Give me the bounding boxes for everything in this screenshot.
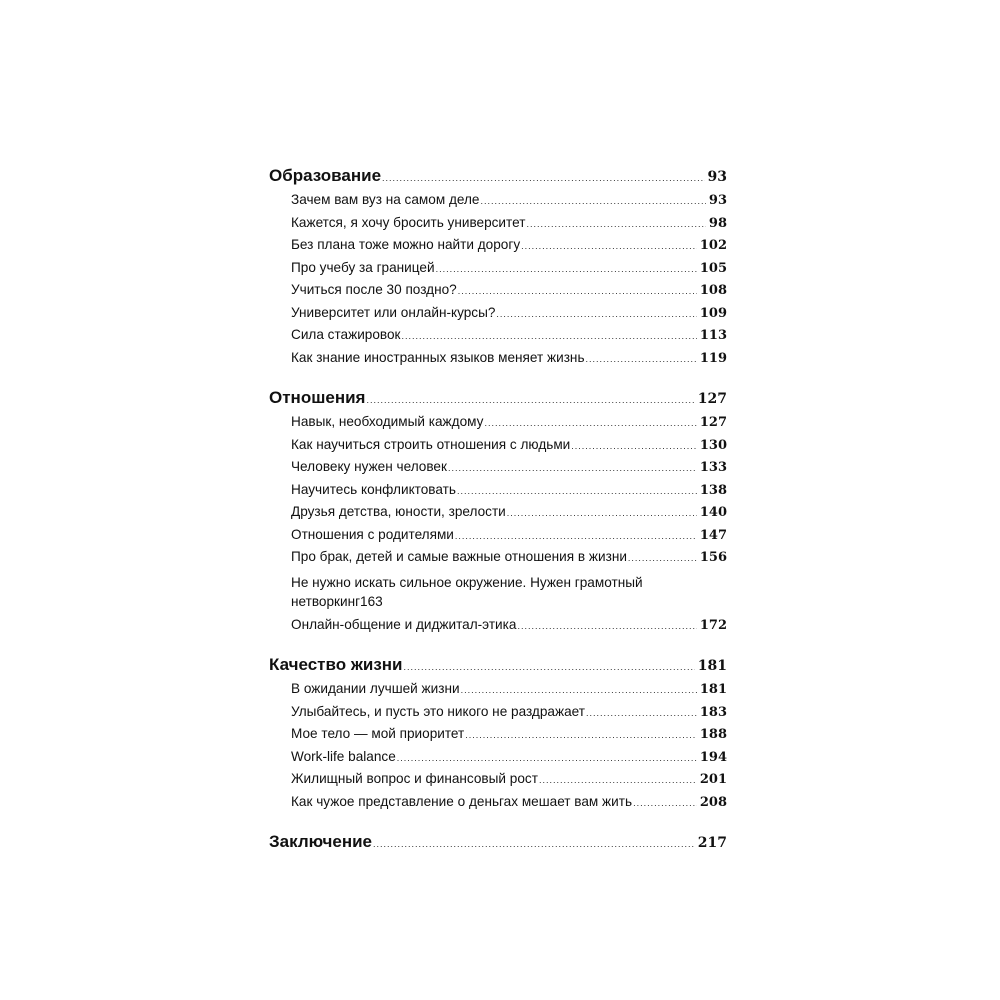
entry-page-number: 183 xyxy=(699,704,727,720)
entry-page-number: 208 xyxy=(699,794,727,810)
toc-chapter-relationships[interactable] xyxy=(269,388,727,412)
entry-title: Жилищный вопрос и финансовый рост xyxy=(291,771,538,786)
dot-leader xyxy=(366,395,694,405)
chapter-title: Образование xyxy=(269,166,382,185)
dot-leader xyxy=(633,798,697,808)
entry-page-number: 138 xyxy=(699,482,727,498)
table-of-contents xyxy=(269,166,727,858)
toc-entry[interactable] xyxy=(291,726,727,749)
dot-leader xyxy=(484,418,696,428)
entry-page-number: 201 xyxy=(699,772,727,787)
dot-leader xyxy=(397,753,697,763)
dot-leader xyxy=(586,354,697,364)
dot-leader xyxy=(496,309,696,319)
entry-page-number: 140 xyxy=(699,505,727,520)
toc-entry[interactable] xyxy=(291,305,727,328)
entry-title: Человеку нужен человек xyxy=(291,459,447,474)
toc-entry-multiline[interactable] xyxy=(291,572,727,617)
toc-entry[interactable] xyxy=(291,459,727,482)
chapter-title: Отношения xyxy=(269,388,366,407)
toc-entry[interactable] xyxy=(291,350,727,373)
toc-entry[interactable] xyxy=(291,794,727,817)
entry-title: Научитесь конфликтовать xyxy=(291,481,456,497)
entry-page-number: 127 xyxy=(699,415,727,430)
dot-leader xyxy=(448,463,697,473)
entry-page-number: 172 xyxy=(699,617,727,633)
entry-title: Про брак, детей и самые важные отношения в жизни xyxy=(291,549,627,564)
toc-entry[interactable] xyxy=(291,771,727,794)
entry-title: Отношения с родителями xyxy=(291,526,454,542)
section-spacer xyxy=(269,816,727,832)
toc-entry[interactable] xyxy=(291,215,727,238)
section-spacer xyxy=(269,372,727,388)
dot-leader xyxy=(586,708,697,718)
entry-page-number: 133 xyxy=(699,460,727,475)
entry-title: Как чужое представление о деньгах мешает вам жить xyxy=(291,793,633,809)
entry-title: Work-life balance xyxy=(291,748,396,764)
entry-title: В ожидании лучшей жизни xyxy=(291,681,460,696)
entry-page-number: 156 xyxy=(699,550,727,565)
entry-title: Сила стажировок xyxy=(291,327,401,342)
toc-chapter-education[interactable] xyxy=(269,166,727,190)
entry-title: Онлайн-общение и диджитал-этика xyxy=(291,616,517,632)
entry-page-number: 102 xyxy=(699,238,727,253)
entry-title: Учиться после 30 поздно? xyxy=(291,282,457,297)
entry-page-number: 188 xyxy=(699,727,727,742)
toc-entry[interactable] xyxy=(291,504,727,527)
dot-leader xyxy=(507,508,697,518)
dot-leader xyxy=(457,486,697,496)
chapter-page-number: 217 xyxy=(697,835,727,851)
toc-entry[interactable] xyxy=(291,749,727,772)
entry-second-line xyxy=(291,594,727,617)
entry-title: Без плана тоже можно найти дорогу xyxy=(291,237,521,252)
toc-entry[interactable] xyxy=(291,681,727,704)
toc-entry[interactable] xyxy=(291,617,727,640)
entry-page-number: 147 xyxy=(699,527,727,543)
entry-page-number: 93 xyxy=(708,193,727,208)
entry-page-number: 109 xyxy=(699,305,727,321)
entry-page-number: 105 xyxy=(699,260,727,276)
toc-entry[interactable] xyxy=(291,327,727,350)
dot-leader xyxy=(480,196,705,206)
toc-entry[interactable] xyxy=(291,437,727,460)
chapter-title: Качество жизни xyxy=(269,655,403,674)
toc-entry[interactable] xyxy=(291,192,727,215)
entry-title: Про учебу за границей xyxy=(291,259,435,275)
entry-page-number: 130 xyxy=(699,437,727,453)
dot-leader xyxy=(436,264,697,274)
toc-entry[interactable] xyxy=(291,282,727,305)
dot-leader xyxy=(571,441,697,451)
entry-title-line-1: Не нужно искать сильное окружение. Нужен грамотный xyxy=(291,574,643,590)
toc-entry[interactable] xyxy=(291,482,727,505)
dot-leader xyxy=(373,839,695,849)
chapter-page-number: 127 xyxy=(697,391,727,407)
dot-leader xyxy=(517,621,696,631)
entry-page-number: 163 xyxy=(360,594,383,609)
entry-page-number: 98 xyxy=(708,215,727,231)
toc-entry[interactable] xyxy=(291,237,727,260)
entry-title-line-2: нетворкинг xyxy=(291,594,361,609)
entry-title: Университет или онлайн-курсы? xyxy=(291,304,496,320)
dot-leader xyxy=(404,662,695,672)
dot-leader xyxy=(402,331,697,341)
entry-title: Друзья детства, юности, зрелости xyxy=(291,504,506,519)
toc-entry[interactable] xyxy=(291,704,727,727)
entry-page-number: 113 xyxy=(699,328,727,343)
chapter-title: Заключение xyxy=(269,832,372,851)
toc-chapter-quality-of-life[interactable] xyxy=(269,655,727,679)
entry-title: Мое тело — мой приоритет xyxy=(291,726,465,741)
chapter-page-number: 93 xyxy=(707,169,727,185)
entry-page-number: 181 xyxy=(699,682,727,697)
entry-title: Как знание иностранных языков меняет жизнь xyxy=(291,349,585,365)
dot-leader xyxy=(461,685,697,695)
section-spacer xyxy=(269,639,727,655)
entry-title: Как научиться строить отношения с людьми xyxy=(291,436,571,452)
entry-title: Навык, необходимый каждому xyxy=(291,414,484,429)
entry-page-number: 119 xyxy=(699,350,727,366)
dot-leader xyxy=(526,219,705,229)
entry-page-number: 194 xyxy=(699,749,727,765)
entry-title: Кажется, я хочу бросить университет xyxy=(291,214,526,230)
dot-leader xyxy=(521,241,697,251)
toc-entry[interactable] xyxy=(291,414,727,437)
toc-entry[interactable] xyxy=(291,260,727,283)
entry-title: Улыбайтесь, и пусть это никого не раздражает xyxy=(291,703,585,719)
entry-title: Зачем вам вуз на самом деле xyxy=(291,192,480,207)
toc-entry[interactable] xyxy=(291,527,727,550)
entry-page-number: 108 xyxy=(699,283,727,298)
chapter-page-number: 181 xyxy=(697,658,727,674)
dot-leader xyxy=(458,286,697,296)
toc-chapter-conclusion[interactable] xyxy=(269,832,727,856)
dot-leader xyxy=(539,775,697,785)
dot-leader xyxy=(628,553,697,563)
toc-entry[interactable] xyxy=(291,549,727,572)
dot-leader xyxy=(382,173,704,183)
dot-leader xyxy=(455,531,697,541)
dot-leader xyxy=(465,730,697,740)
